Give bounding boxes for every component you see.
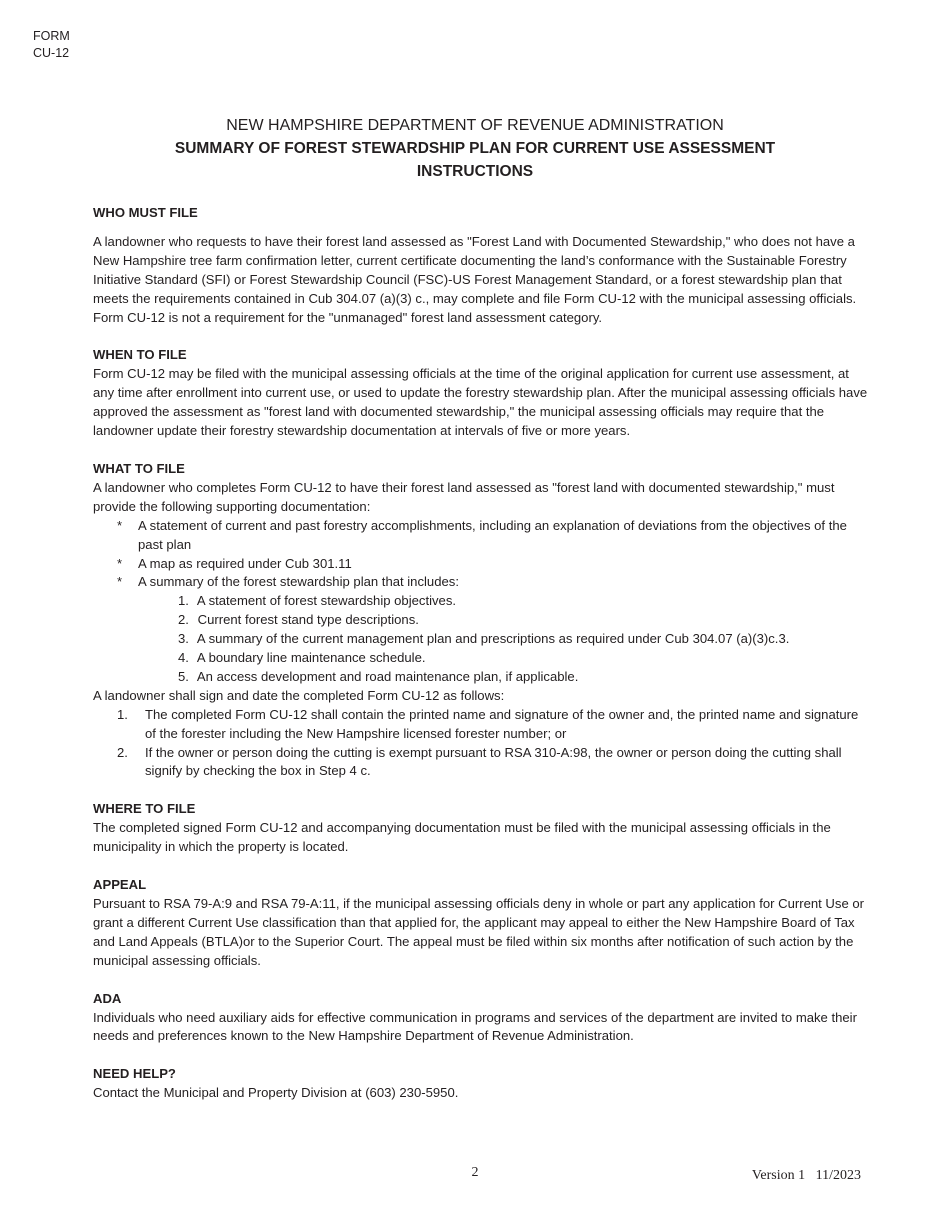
section-text: A landowner who completes Form CU-12 to have their forest land assessed as "forest land with documented stewardship," must provide the following supporting documentation: bbox=[93, 479, 835, 514]
section-text: A landowner shall sign and date the completed Form CU-12 as follows: bbox=[93, 687, 505, 703]
section-text: The completed signed Form CU-12 and accompanying documentation must be filed with the municipal assessing officials in the municipality in which the property is located. bbox=[93, 820, 831, 855]
form-label: FORM bbox=[33, 29, 70, 43]
list-item-text: The completed Form CU-12 shall contain the printed name and signature of the owner and, the printed name and signature of the forester including the New Hampshire licensed forester number; or bbox=[145, 706, 859, 741]
section-ada bbox=[93, 990, 868, 1047]
list-item bbox=[119, 573, 868, 686]
section-heading: NEED HELP? bbox=[93, 1066, 176, 1082]
list-item-text: A summary of the forest stewardship plan that includes: bbox=[138, 574, 459, 590]
list-item-text: If the owner or person doing the cutting is exempt pursuant to RSA 310-A:98, the owner or person doing the cutting shall signify by checking the box in Step 4 c. bbox=[145, 744, 842, 779]
list-item-text: Current forest stand type descriptions. bbox=[197, 612, 419, 628]
list-item-number: 1. bbox=[178, 593, 189, 609]
section-text: Pursuant to RSA 79-A:9 and RSA 79-A:11, if the municipal assessing officials deny in whole or part any application for Current Use or grant a different Current Use classification than that applied for, the applicant may appeal to either the New Hampshire Board of Tax and Land Appeals (BTLA)or to the Superior Court. The appeal must be filed within six months after notification of such action by the municipal assessing officials. bbox=[93, 896, 865, 968]
instructions-body bbox=[93, 204, 868, 1103]
list-item bbox=[178, 630, 868, 649]
list-item-number: 5. bbox=[178, 668, 189, 684]
section-heading: WHAT TO FILE bbox=[93, 460, 185, 476]
list-item-text: An access development and road maintenance plan, if applicable. bbox=[196, 668, 579, 684]
section-when-to-file bbox=[93, 346, 868, 441]
list-item-number: 4. bbox=[178, 650, 189, 666]
list-item-number: 3. bbox=[178, 631, 189, 647]
section-heading: APPEAL bbox=[93, 877, 147, 893]
list-item-number: 2. bbox=[178, 612, 189, 628]
section-heading: WHERE TO FILE bbox=[93, 801, 196, 817]
list-item-text: A statement of current and past forestry accomplishments, including an explanation of deviations from the objectives of the past plan bbox=[138, 517, 847, 552]
form-id bbox=[33, 28, 70, 62]
list-item bbox=[178, 649, 868, 668]
list-item-text: A map as required under Cub 301.11 bbox=[138, 555, 352, 571]
list-item-text: A boundary line maintenance schedule. bbox=[196, 650, 426, 666]
section-who-must-file bbox=[93, 204, 868, 327]
section-heading: ADA bbox=[93, 990, 122, 1006]
section-text: Individuals who need auxiliary aids for effective communication in programs and services of the department are invited to make their needs and preferences known to the New Hampshire Department of Revenue Administration. bbox=[93, 1009, 857, 1044]
section-text: A landowner who requests to have their forest land assessed as "Forest Land with Documented Stewardship," who does not have a New Hampshire tree farm confirmation letter, current certificate documenting the land’s conformance with the Sustainable Forestry Initiative Standard (SFI) or Forest Stewardship Council (FSC)-US Forest Management Standard, or a forest stewardship plan that meets the requirements contained in Cub 304.07 (a)(3) c., may complete and file Form CU-12 with the municipal assessing officials. Form CU-12 is not a requirement for the "unmanaged" forest land assessment category. bbox=[93, 233, 857, 325]
section-where-to-file bbox=[93, 800, 868, 857]
signing-list bbox=[93, 706, 868, 782]
section-need-help bbox=[93, 1065, 868, 1103]
section-text: Contact the Municipal and Property Division at (603) 230-5950. bbox=[93, 1085, 459, 1101]
list-item bbox=[117, 744, 868, 782]
list-item bbox=[178, 668, 868, 687]
document-header bbox=[0, 114, 950, 183]
section-text: Form CU-12 may be filed with the municipal assessing officials at the time of the original application for current use assessment, at any time after enrollment into current use, or used to update the forestry stewardship plan. After the municipal assessing officials have approved the assessment as "forest land with documented stewardship," the municipal assessing officials may require that the landowner update their forestry stewardship documentation at intervals of five or more years. bbox=[93, 366, 868, 439]
section-what-to-file bbox=[93, 460, 868, 781]
agency-name: NEW HAMPSHIRE DEPARTMENT OF REVENUE ADMINISTRATION bbox=[226, 117, 724, 134]
document-title: SUMMARY OF FOREST STEWARDSHIP PLAN FOR CURRENT USE ASSESSMENT bbox=[174, 140, 776, 157]
list-item-text: A summary of the current management plan and prescriptions as required under Cub 304.07 (a)(3)c.3. bbox=[196, 631, 790, 647]
documentation-list bbox=[93, 517, 868, 687]
list-item-text: A statement of forest stewardship objectives. bbox=[196, 593, 457, 609]
list-item bbox=[119, 555, 868, 574]
list-item bbox=[178, 611, 868, 630]
version-label: Version 1 11/2023 bbox=[751, 1168, 861, 1183]
list-item-number: 1. bbox=[117, 706, 128, 722]
section-heading: WHO MUST FILE bbox=[93, 205, 198, 220]
list-item-number: 2. bbox=[117, 744, 128, 760]
section-appeal bbox=[93, 876, 868, 971]
plan-summary-list bbox=[138, 592, 868, 687]
page-number: 2 bbox=[471, 1165, 479, 1180]
document-subtitle: INSTRUCTIONS bbox=[416, 163, 534, 180]
form-number: CU-12 bbox=[33, 46, 70, 60]
list-item bbox=[178, 592, 868, 611]
list-item bbox=[119, 517, 868, 555]
section-heading: WHEN TO FILE bbox=[93, 347, 187, 363]
list-item bbox=[117, 706, 868, 744]
